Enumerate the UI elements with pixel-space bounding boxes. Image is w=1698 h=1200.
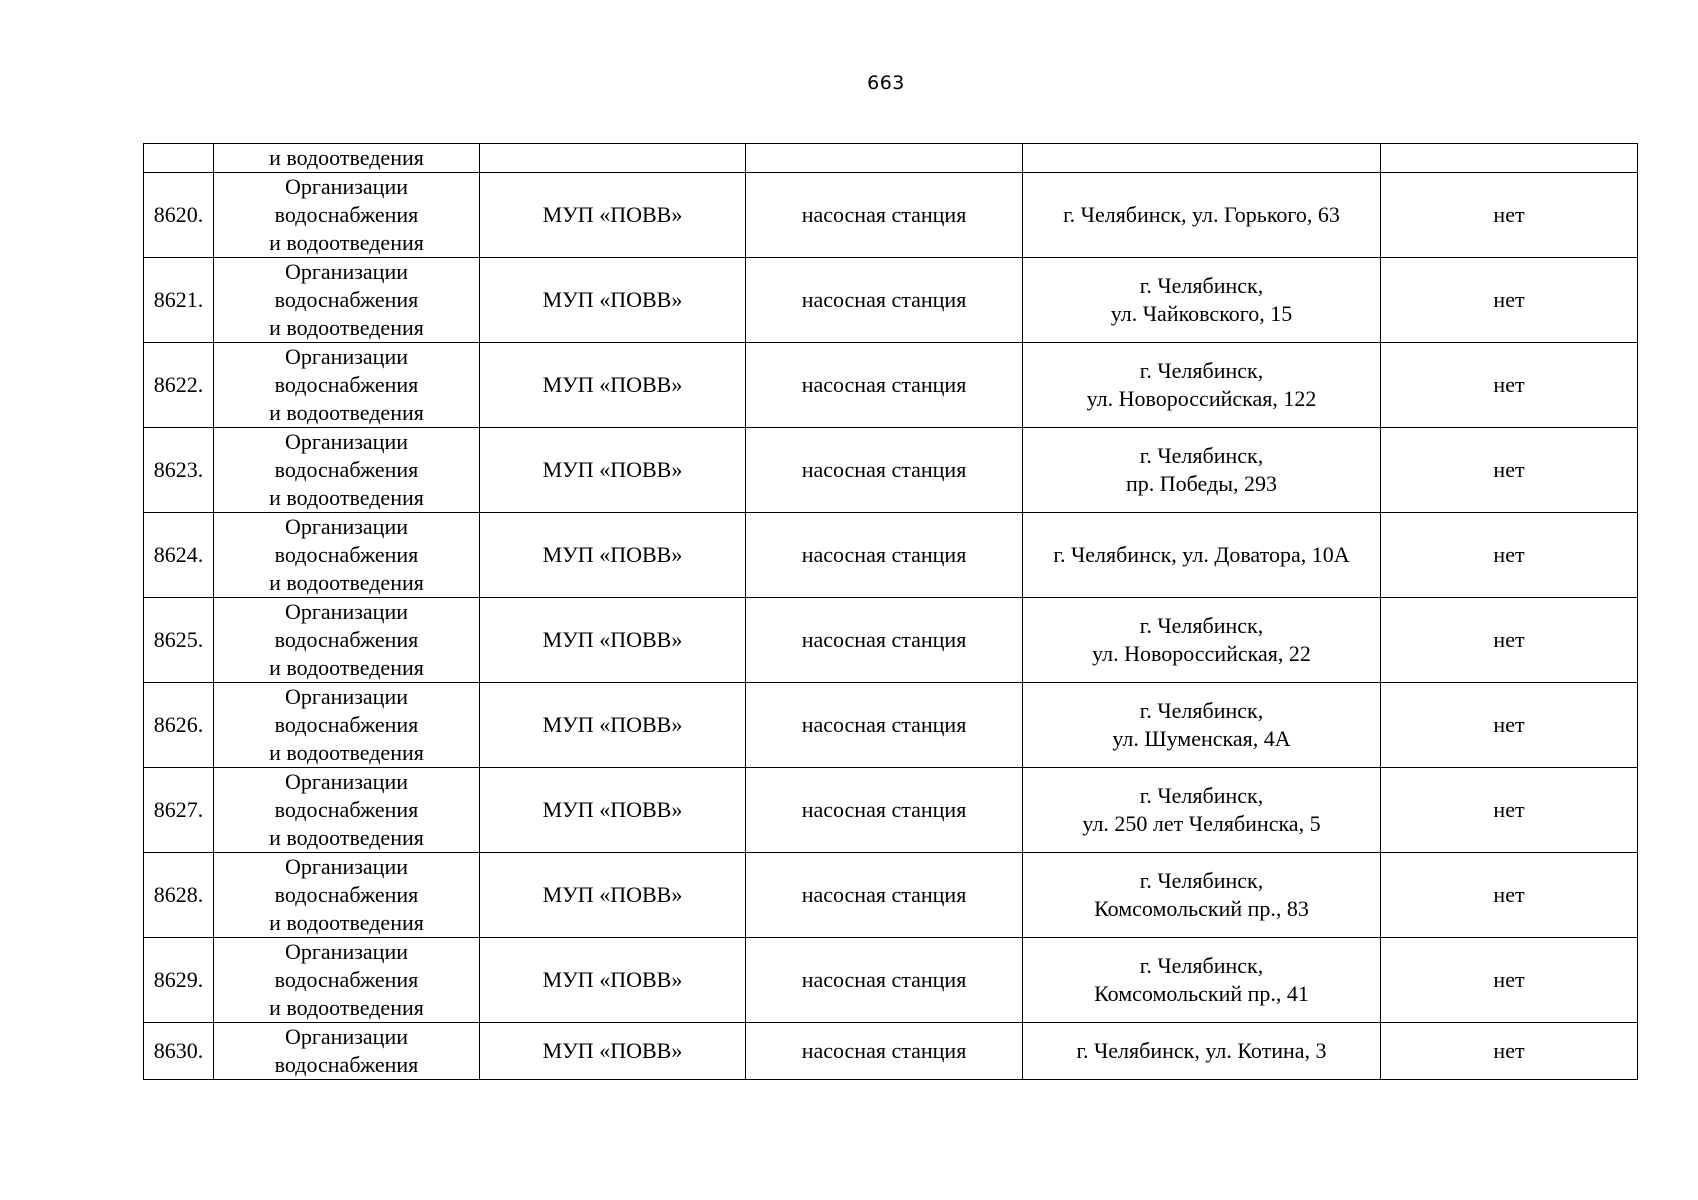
address-cell-line: г. Челябинск, ул. Горького, 63 <box>1063 202 1340 227</box>
table-row <box>144 343 1638 428</box>
address-cell-line: г. Челябинск, <box>1139 358 1264 383</box>
address-cell-line: г. Челябинск, <box>1139 443 1264 468</box>
category-cell <box>214 938 480 1023</box>
row-number-cell <box>144 144 214 173</box>
address-cell-line: г. Челябинск, ул. Доватора, 10А <box>1053 542 1350 567</box>
category-cell-line: Организации <box>285 939 408 964</box>
row-number-cell: 8630. <box>144 1023 214 1080</box>
status-cell: нет <box>1381 513 1638 598</box>
organization-cell: МУП «ПОВВ» <box>480 1023 746 1080</box>
address-cell <box>1023 598 1381 683</box>
organization-cell: МУП «ПОВВ» <box>480 598 746 683</box>
status-cell: нет <box>1381 428 1638 513</box>
address-cell <box>1023 853 1381 938</box>
row-number-cell: 8628. <box>144 853 214 938</box>
address-cell <box>1023 513 1381 598</box>
category-cell <box>214 1023 480 1080</box>
category-cell-line: водоснабжения <box>274 882 419 907</box>
status-cell <box>1381 144 1638 173</box>
row-number-cell: 8623. <box>144 428 214 513</box>
status-cell: нет <box>1381 1023 1638 1080</box>
table-row-continuation <box>144 144 1638 173</box>
category-cell-line: Организации <box>285 1024 408 1049</box>
category-cell <box>214 258 480 343</box>
category-cell-line: Организации <box>285 599 408 624</box>
object-cell <box>746 144 1023 173</box>
object-cell: насосная станция <box>746 343 1023 428</box>
object-cell: насосная станция <box>746 853 1023 938</box>
category-cell-line: водоснабжения <box>274 372 419 397</box>
row-number-cell: 8622. <box>144 343 214 428</box>
address-cell-line: г. Челябинск, <box>1139 953 1264 978</box>
object-cell: насосная станция <box>746 1023 1023 1080</box>
category-cell-line: водоснабжения <box>274 712 419 737</box>
category-cell-line: Организации <box>285 429 408 454</box>
registry-table-body <box>144 144 1638 1080</box>
row-number-cell: 8629. <box>144 938 214 1023</box>
address-cell-line: ул. 250 лет Челябинска, 5 <box>1082 811 1321 836</box>
address-cell-line: г. Челябинск, <box>1139 698 1264 723</box>
address-cell <box>1023 428 1381 513</box>
category-cell <box>214 598 480 683</box>
table-row <box>144 683 1638 768</box>
category-cell-line: и водоотведения <box>269 485 424 510</box>
address-cell <box>1023 144 1381 173</box>
address-cell <box>1023 343 1381 428</box>
category-cell-line: водоснабжения <box>274 287 419 312</box>
address-cell-line: г. Челябинск, ул. Котина, 3 <box>1076 1038 1327 1063</box>
object-cell: насосная станция <box>746 258 1023 343</box>
address-cell-line: г. Челябинск, <box>1139 868 1264 893</box>
category-cell <box>214 513 480 598</box>
organization-cell: МУП «ПОВВ» <box>480 258 746 343</box>
row-number-cell: 8621. <box>144 258 214 343</box>
category-cell-line: водоснабжения <box>274 627 419 652</box>
address-cell-line: ул. Новороссийская, 122 <box>1086 386 1317 411</box>
organization-cell: МУП «ПОВВ» <box>480 853 746 938</box>
category-cell-line: водоснабжения <box>274 967 419 992</box>
table-row <box>144 513 1638 598</box>
category-cell <box>214 343 480 428</box>
category-cell-line: Организации <box>285 259 408 284</box>
table-row <box>144 938 1638 1023</box>
address-cell-line: ул. Шуменская, 4А <box>1112 726 1291 751</box>
organization-cell <box>480 144 746 173</box>
row-number-cell: 8627. <box>144 768 214 853</box>
category-cell-line: и водоотведения <box>269 995 424 1020</box>
category-cell-line: Организации <box>285 854 408 879</box>
address-cell <box>1023 1023 1381 1080</box>
address-cell <box>1023 938 1381 1023</box>
organization-cell: МУП «ПОВВ» <box>480 428 746 513</box>
organization-cell: МУП «ПОВВ» <box>480 343 746 428</box>
table-row <box>144 258 1638 343</box>
category-cell-line: Организации <box>285 514 408 539</box>
category-cell <box>214 173 480 258</box>
row-number-cell: 8625. <box>144 598 214 683</box>
organization-cell: МУП «ПОВВ» <box>480 173 746 258</box>
status-cell: нет <box>1381 258 1638 343</box>
object-cell: насосная станция <box>746 428 1023 513</box>
status-cell: нет <box>1381 173 1638 258</box>
category-cell-line: водоснабжения <box>274 202 419 227</box>
category-cell-line: и водоотведения <box>269 655 424 680</box>
table-row <box>144 173 1638 258</box>
object-cell: насосная станция <box>746 938 1023 1023</box>
address-cell-line: г. Челябинск, <box>1139 783 1264 808</box>
object-cell: насосная станция <box>746 683 1023 768</box>
row-number-cell: 8620. <box>144 173 214 258</box>
address-cell-line: Комсомольский пр., 41 <box>1094 981 1309 1006</box>
address-cell-line: ул. Новороссийская, 22 <box>1092 641 1311 666</box>
category-cell-line: и водоотведения <box>269 910 424 935</box>
address-cell <box>1023 768 1381 853</box>
registry-table <box>143 143 1638 1080</box>
table-row <box>144 598 1638 683</box>
row-number-cell: 8626. <box>144 683 214 768</box>
status-cell: нет <box>1381 853 1638 938</box>
address-cell-line: Комсомольский пр., 83 <box>1094 896 1309 921</box>
organization-cell: МУП «ПОВВ» <box>480 768 746 853</box>
table-row <box>144 768 1638 853</box>
category-cell-line: и водоотведения <box>269 825 424 850</box>
category-cell <box>214 683 480 768</box>
page-number: 663 <box>867 72 905 94</box>
status-cell: нет <box>1381 343 1638 428</box>
status-cell: нет <box>1381 768 1638 853</box>
status-cell: нет <box>1381 598 1638 683</box>
address-cell-line: г. Челябинск, <box>1139 613 1264 638</box>
category-cell-line: и водоотведения <box>269 740 424 765</box>
address-cell <box>1023 258 1381 343</box>
status-cell: нет <box>1381 683 1638 768</box>
status-cell: нет <box>1381 938 1638 1023</box>
address-cell <box>1023 173 1381 258</box>
table-row <box>144 1023 1638 1080</box>
address-cell <box>1023 683 1381 768</box>
organization-cell: МУП «ПОВВ» <box>480 938 746 1023</box>
category-cell-line: Организации <box>285 344 408 369</box>
category-cell-line: и водоотведения <box>269 230 424 255</box>
category-cell-line: водоснабжения <box>274 1052 419 1077</box>
address-cell-line: пр. Победы, 293 <box>1125 471 1277 496</box>
object-cell: насосная станция <box>746 598 1023 683</box>
organization-cell: МУП «ПОВВ» <box>480 513 746 598</box>
category-cell-line: водоснабжения <box>274 542 419 567</box>
table-row <box>144 853 1638 938</box>
category-cell-line: Организации <box>285 769 408 794</box>
category-cell-line: и водоотведения <box>269 315 424 340</box>
category-cell <box>214 853 480 938</box>
category-cell-line: водоснабжения <box>274 797 419 822</box>
category-cell <box>214 428 480 513</box>
category-cell-line: Организации <box>285 174 408 199</box>
organization-cell: МУП «ПОВВ» <box>480 683 746 768</box>
category-cell: и водоотведения <box>214 144 480 173</box>
table-row <box>144 428 1638 513</box>
category-cell <box>214 768 480 853</box>
object-cell: насосная станция <box>746 768 1023 853</box>
row-number-cell: 8624. <box>144 513 214 598</box>
object-cell: насосная станция <box>746 513 1023 598</box>
category-cell-line: водоснабжения <box>274 457 419 482</box>
object-cell: насосная станция <box>746 173 1023 258</box>
category-cell-line: и водоотведения <box>269 400 424 425</box>
address-cell-line: г. Челябинск, <box>1139 273 1264 298</box>
category-cell-line: и водоотведения <box>269 570 424 595</box>
category-cell-line: Организации <box>285 684 408 709</box>
address-cell-line: ул. Чайковского, 15 <box>1110 301 1293 326</box>
